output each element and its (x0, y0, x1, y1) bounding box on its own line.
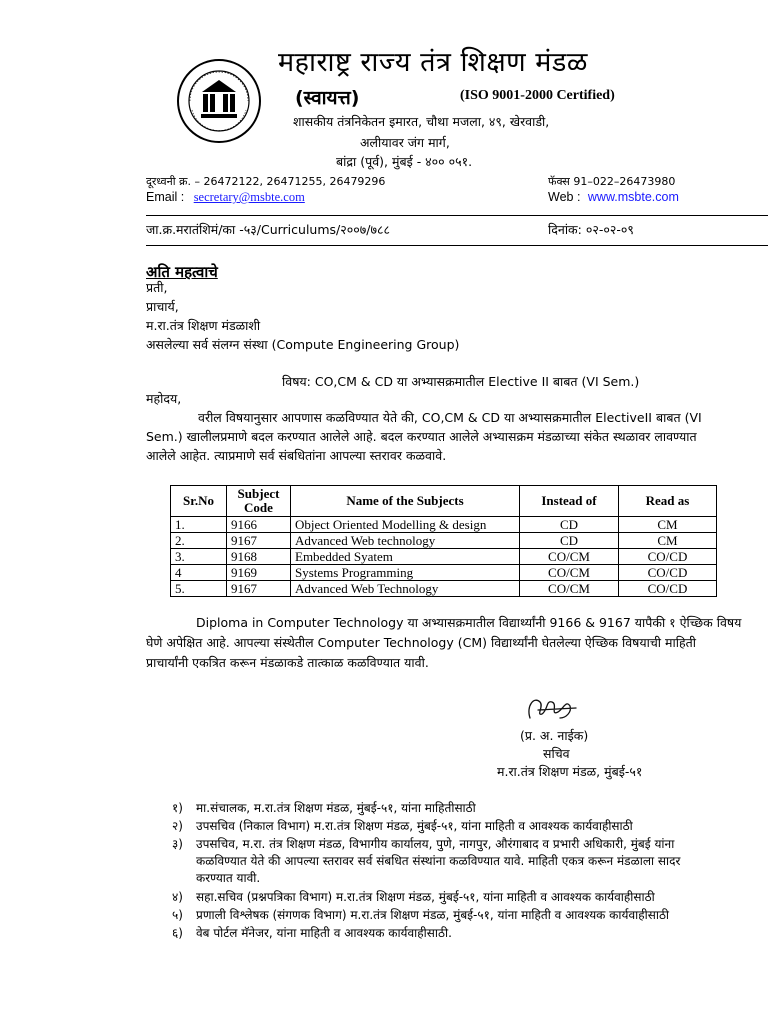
web-label: Web : (548, 190, 581, 204)
email-row (146, 190, 305, 205)
to-line-4: असलेल्या सर्व संलग्न संस्था (Compute Engineering Group) (146, 337, 460, 352)
cell-code: 9169 (227, 565, 291, 581)
copy-list-number: ४) (172, 890, 183, 904)
cell-instead: CO/CM (520, 565, 619, 581)
subject-line: विषय: CO,CM & CD या अभ्यासक्रमातील Elective II बाबत (VI Sem.) (282, 374, 640, 389)
copy-list-number: २) (172, 819, 183, 833)
col-header-name: Name of the Subjects (291, 486, 520, 517)
col-header-instead: Instead of (520, 486, 619, 517)
para2-line2: घेणे अपेक्षित आहे. आपल्या संस्थेतील Computer Technology (CM) विद्यार्थ्यांनी घेतलेल्या ऐच्छिक विषयाची माहिती (146, 635, 696, 650)
copy-list-item: प्रणाली विश्लेषक (संगणक विभाग) म.रा.तंत्र शिक्षण मंडळ, मुंबई-५१, यांना माहिती व आवश्यक कार्यवाहीसाठी (196, 908, 670, 922)
divider-bottom (146, 245, 768, 246)
copy-list-item: उपसचिव, म.रा. तंत्र शिक्षण मंडळ, विभागीय कार्यालय, पुणे, नागपुर, औरंगाबाद व प्रभारी अधिकारी, मुंबई यांना (196, 837, 675, 851)
table-row (171, 533, 717, 549)
cell-readas: CM (619, 517, 717, 533)
copy-list-item: वेब पोर्टल मॅनेजर, यांना माहिती व आवश्यक कार्यवाहीसाठी. (196, 926, 452, 940)
address-line-2: अलीयावर जंग मार्ग, (360, 135, 450, 150)
cell-srno: 3. (171, 549, 227, 565)
copy-list-item: उपसचिव (निकाल विभाग) म.रा.तंत्र शिक्षण मंडळ, मुंबई-५१, यांना माहिती व आवश्यक कार्यवाहीसाठी (196, 819, 633, 833)
table-row (171, 549, 717, 565)
fax-number: फॅक्स 91–022–26473980 (548, 175, 676, 188)
cell-name: Object Oriented Modelling & design (291, 517, 520, 533)
cell-instead: CO/CM (520, 581, 619, 597)
table-row (171, 565, 717, 581)
email-label: Email : (146, 190, 185, 204)
cell-srno: 1. (171, 517, 227, 533)
subjects-table (170, 485, 717, 597)
para1-line2: Sem.) खालीलप्रमाणे बदल करण्यात आलेले आहे. बदल करण्यात आलेले अभ्यासक्रम मंडळाच्या संकेत स्थळावर लावण्यात (146, 429, 697, 444)
copy-list-number: ५) (172, 908, 183, 922)
copy-list-number: १) (172, 801, 183, 815)
address-line-1: शासकीय तंत्रनिकेतन इमारत, चौथा मजला, ४९, खेरवाडी, (293, 114, 550, 129)
cell-code: 9167 (227, 581, 291, 597)
cell-srno: 4 (171, 565, 227, 581)
board-title: महाराष्ट्र राज्य तंत्र शिक्षण मंडळ (278, 47, 588, 78)
cell-readas: CO/CD (619, 549, 717, 565)
cell-srno: 5. (171, 581, 227, 597)
copy-list-item-continued: करण्यात यावी. (196, 871, 261, 885)
signatory-designation: सचिव (543, 746, 570, 761)
para2-line1: Diploma in Computer Technology या अभ्यासक्रमातील विद्यार्थ्यांनी 9166 & 9167 यापैकी १ ऐच्छिक विषय (196, 615, 742, 630)
cell-srno: 2. (171, 533, 227, 549)
cell-instead: CD (520, 533, 619, 549)
table-header-row (171, 486, 717, 517)
board-seal-logo (176, 58, 262, 144)
letter-date: दिनांक: ०२-०२-०९ (548, 222, 634, 237)
para1-line1: वरील विषयानुसार आपणास कळविण्यात येते की, CO,CM & CD या अभ्यासक्रमातील ElectiveII बाबत (VI (198, 410, 702, 425)
cell-readas: CO/CD (619, 565, 717, 581)
cell-readas: CM (619, 533, 717, 549)
col-header-readas: Read as (619, 486, 717, 517)
cell-name: Systems Programming (291, 565, 520, 581)
web-row (548, 190, 679, 204)
cell-name: Advanced Web technology (291, 533, 520, 549)
copy-list-item: मा.संचालक, म.रा.तंत्र शिक्षण मंडळ, मुंबई-५१, यांना माहितीसाठी (196, 801, 476, 815)
table-row (171, 517, 717, 533)
copy-list-item: सहा.सचिव (प्रश्नपत्रिका विभाग) म.रा.तंत्र शिक्षण मंडळ, मुंबई-५१, यांना माहिती व आवश्यक कार्यवाहीसाठी (196, 890, 655, 904)
col-header-code: Subject Code (227, 486, 291, 517)
iso-certification: (ISO 9001-2000 Certified) (460, 88, 615, 103)
handwritten-signature (480, 688, 640, 728)
copy-list-number: ६) (172, 926, 183, 940)
signatory-name: (प्र. अ. नाईक) (520, 728, 589, 743)
salutation: महोदय, (146, 391, 182, 406)
para1-line3: आलेले आहेत. त्याप्रमाणे सर्व संबधितांना आपल्या स्तरावर कळवावे. (146, 448, 447, 463)
para2-line3: प्राचार्यांनी एकत्रित करून मंडळाकडे तात्काळ कळविण्यात यावी. (146, 655, 429, 670)
urgent-heading: अति महत्वाचे (146, 263, 218, 281)
address-line-3: बांद्रा (पूर्व), मुंबई - ४०० ०५१. (336, 154, 473, 169)
autonomous-label: (स्वायत्त) (295, 87, 360, 109)
cell-code: 9166 (227, 517, 291, 533)
cell-code: 9167 (227, 533, 291, 549)
email-link[interactable]: secretary@msbte.com (193, 190, 305, 204)
col-header-srno: Sr.No (171, 486, 227, 517)
copy-list-item-continued: कळविण्यात येते की आपल्या स्तरावर सर्व संबधित संस्थांना कळविण्यात यावे. माहिती एकत्र करून मंडळाला सादर (196, 854, 681, 868)
reference-number: जा.क्र.मरातंशिमं/का -५३/Curriculums/२००७/७८८ (146, 222, 390, 237)
phone-numbers: दूरध्वनी क्र. – 26472122, 26471255, 26479296 (146, 175, 386, 188)
cell-instead: CO/CM (520, 549, 619, 565)
cell-instead: CD (520, 517, 619, 533)
copy-list-number: ३) (172, 837, 183, 851)
table-row (171, 581, 717, 597)
cell-name: Advanced Web Technology (291, 581, 520, 597)
signatory-organisation: म.रा.तंत्र शिक्षण मंडळ, मुंबई-५१ (497, 764, 643, 779)
web-link[interactable]: www.msbte.com (587, 190, 679, 204)
to-line-2: प्राचार्य, (146, 299, 179, 314)
to-line-1: प्रती, (146, 280, 168, 295)
divider-top (146, 215, 768, 216)
to-line-3: म.रा.तंत्र शिक्षण मंडळाशी (146, 318, 261, 333)
cell-name: Embedded Syatem (291, 549, 520, 565)
cell-readas: CO/CD (619, 581, 717, 597)
cell-code: 9168 (227, 549, 291, 565)
